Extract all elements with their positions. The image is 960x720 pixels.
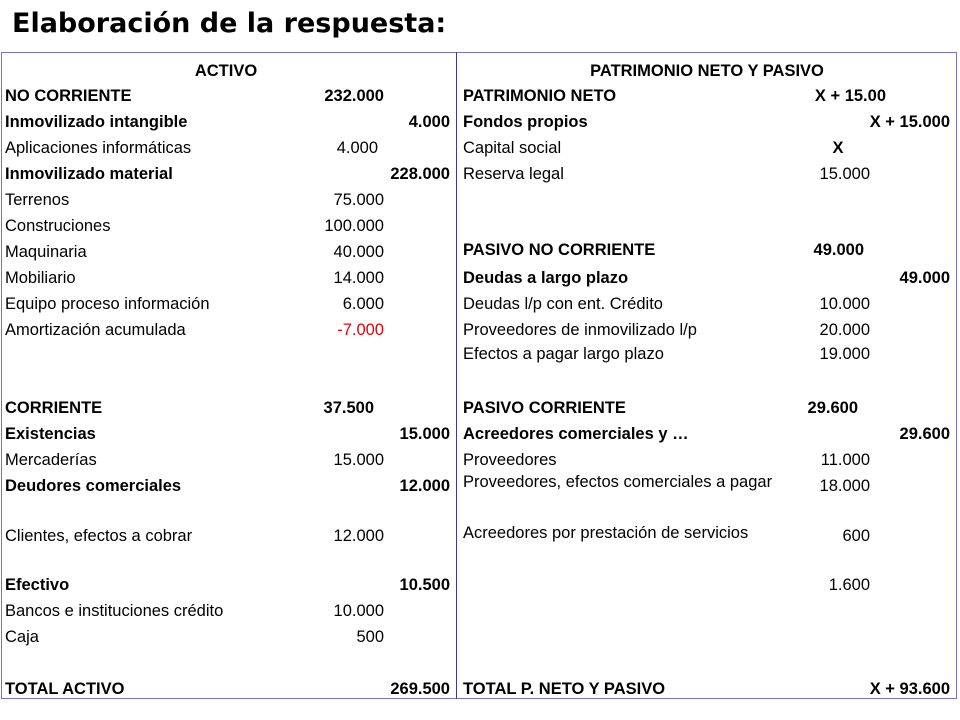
- row-total: 12.000: [399, 477, 450, 495]
- row-label: Mercaderías: [5, 451, 97, 469]
- row-label: PASIVO CORRIENTE: [463, 399, 626, 417]
- row-label: Fondos propios: [463, 113, 588, 131]
- row-value: 40.000: [333, 243, 384, 261]
- row-label: Caja: [5, 628, 39, 646]
- row-label: PASIVO NO CORRIENTE: [463, 241, 656, 259]
- row-label: Deudores comerciales: [5, 477, 182, 495]
- row-label: Inmovilizado material: [5, 165, 173, 183]
- row-label: Bancos e instituciones crédito: [5, 602, 224, 620]
- row-label: Construciones: [5, 217, 111, 235]
- row-value: 10.000: [819, 295, 870, 313]
- row-value: 20.000: [819, 321, 870, 339]
- row-label: Acreedores comerciales y …: [463, 425, 689, 443]
- row-total: X + 15.000: [869, 113, 950, 131]
- row-total: 29.600: [899, 425, 950, 443]
- row-total: 4.000: [408, 113, 450, 131]
- row-value: 1.600: [828, 576, 870, 594]
- row-value: 49.000: [813, 241, 864, 259]
- total-activo-label: TOTAL ACTIVO: [5, 680, 125, 698]
- row-value: 600: [842, 527, 870, 545]
- row-value: 4.000: [336, 139, 378, 157]
- total-pasivo-value: X + 93.600: [869, 680, 950, 698]
- row-label: Proveedores de inmovilizado l/p: [463, 321, 697, 339]
- row-label: Terrenos: [5, 191, 70, 209]
- patrimonio-pasivo-header: PATRIMONIO NETO Y PASIVO: [590, 62, 824, 80]
- row-label: NO CORRIENTE: [5, 87, 132, 105]
- row-value: 500: [356, 628, 384, 646]
- row-label: PATRIMONIO NETO: [463, 87, 617, 105]
- row-value: 10.000: [333, 602, 384, 620]
- row-value: X + 15.00: [814, 87, 886, 105]
- row-label: Deudas a largo plazo: [463, 269, 629, 287]
- row-value-negative: -7.000: [337, 321, 384, 339]
- total-activo-value: 269.500: [390, 680, 450, 698]
- row-label: Capital social: [463, 139, 562, 157]
- row-value: X: [832, 139, 844, 157]
- row-label: Clientes, efectos a cobrar: [5, 527, 193, 545]
- row-value: 6.000: [342, 295, 384, 313]
- row-label: Reserva legal: [463, 165, 564, 183]
- row-value: 29.600: [807, 399, 858, 417]
- row-label: Proveedores, efectos comerciales a pagar: [463, 473, 773, 491]
- column-divider: [456, 52, 457, 699]
- row-value: 12.000: [333, 527, 384, 545]
- row-value: 37.500: [323, 399, 374, 417]
- row-label: Efectos a pagar largo plazo: [463, 345, 664, 363]
- total-pasivo-label: TOTAL P. NETO Y PASIVO: [463, 680, 666, 698]
- row-value: 15.000: [819, 165, 870, 183]
- row-value: 75.000: [333, 191, 384, 209]
- row-label: Aplicaciones informáticas: [5, 139, 192, 157]
- row-value: 11.000: [820, 451, 870, 469]
- row-value: 18.000: [819, 477, 870, 495]
- row-label: Inmovilizado intangible: [5, 113, 188, 131]
- row-value: 14.000: [333, 269, 384, 287]
- row-label: Efectivo: [5, 576, 70, 594]
- row-total: 228.000: [390, 165, 450, 183]
- row-total: 10.500: [399, 576, 450, 594]
- row-value: 15.000: [333, 451, 384, 469]
- row-label: Acreedores por prestación de servicios: [463, 524, 749, 542]
- row-label: Proveedores: [463, 451, 557, 469]
- row-label: Existencias: [5, 425, 96, 443]
- row-label: Maquinaria: [5, 243, 87, 261]
- row-label: Deudas l/p con ent. Crédito: [463, 295, 663, 313]
- row-total: 15.000: [399, 425, 450, 443]
- row-value: 100.000: [324, 217, 384, 235]
- activo-header: ACTIVO: [194, 62, 258, 80]
- row-label: Amortización acumulada: [5, 321, 186, 339]
- row-label: Equipo proceso información: [5, 295, 210, 313]
- slide-title: Elaboración de la respuesta:: [12, 8, 447, 39]
- row-value: 19.000: [819, 345, 870, 363]
- row-label: CORRIENTE: [5, 399, 103, 417]
- row-label: Mobiliario: [5, 269, 76, 287]
- row-total: 49.000: [899, 269, 950, 287]
- row-value: 232.000: [324, 87, 384, 105]
